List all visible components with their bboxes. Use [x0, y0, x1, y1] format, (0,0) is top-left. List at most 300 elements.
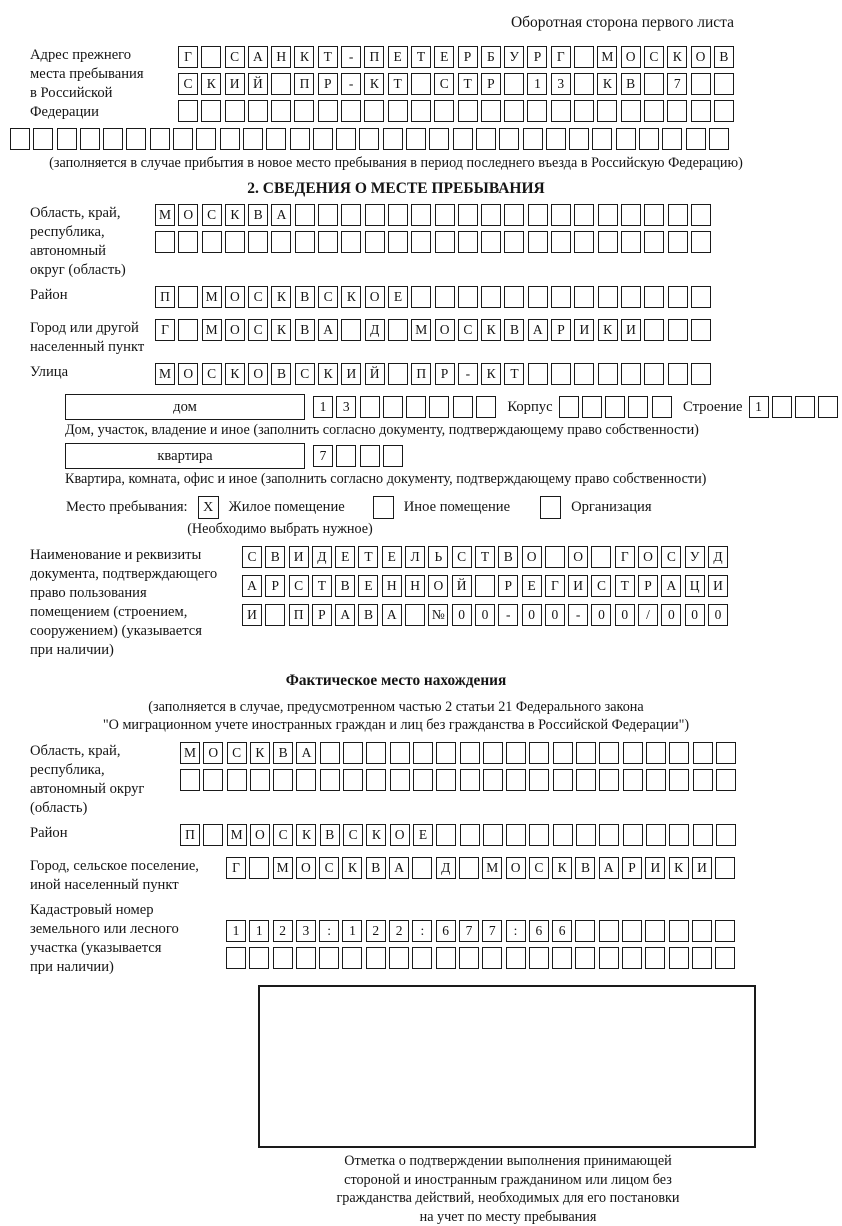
char-cell[interactable] [668, 204, 688, 226]
char-cell[interactable]: У [685, 546, 705, 568]
char-cell[interactable] [528, 231, 548, 253]
char-cell[interactable] [180, 769, 200, 791]
char-cell[interactable] [459, 947, 479, 969]
char-cell[interactable] [458, 286, 478, 308]
char-cell[interactable]: Р [435, 363, 455, 385]
char-cell[interactable] [248, 231, 268, 253]
char-cell[interactable]: 7 [482, 920, 502, 942]
char-cell[interactable] [669, 947, 689, 969]
char-cell[interactable] [481, 231, 501, 253]
char-cell[interactable]: Е [434, 46, 454, 68]
char-cell[interactable]: Б [481, 46, 501, 68]
char-cell[interactable]: И [225, 73, 245, 95]
char-cell[interactable]: К [669, 857, 689, 879]
char-cell[interactable] [460, 742, 480, 764]
char-cell[interactable] [686, 128, 706, 150]
char-cell[interactable] [692, 920, 712, 942]
char-cell[interactable] [411, 100, 431, 122]
char-cell[interactable] [623, 824, 643, 846]
char-cell[interactable]: К [271, 286, 291, 308]
char-cell[interactable] [559, 396, 579, 418]
char-cell[interactable] [226, 947, 246, 969]
char-cell[interactable] [196, 128, 216, 150]
char-cell[interactable]: 1 [342, 920, 362, 942]
char-cell[interactable] [412, 857, 432, 879]
char-cell[interactable]: М [597, 46, 617, 68]
char-cell[interactable]: А [335, 604, 355, 626]
char-cell[interactable]: С [434, 73, 454, 95]
char-cell[interactable] [411, 204, 431, 226]
char-cell[interactable]: Е [388, 46, 408, 68]
char-cell[interactable] [436, 769, 456, 791]
char-cell[interactable] [646, 824, 666, 846]
char-cell[interactable]: 3 [336, 396, 356, 418]
char-cell[interactable] [575, 920, 595, 942]
char-cell[interactable]: М [227, 824, 247, 846]
char-cell[interactable]: С [318, 286, 338, 308]
char-cell[interactable] [529, 742, 549, 764]
char-cell[interactable] [668, 319, 688, 341]
char-cell[interactable] [435, 204, 455, 226]
char-cell[interactable] [178, 231, 198, 253]
char-cell[interactable]: Д [365, 319, 385, 341]
char-cell[interactable] [623, 742, 643, 764]
char-cell[interactable] [605, 396, 625, 418]
char-cell[interactable] [644, 363, 664, 385]
char-cell[interactable] [795, 396, 815, 418]
char-cell[interactable] [504, 286, 524, 308]
char-cell[interactable] [460, 769, 480, 791]
char-cell[interactable] [201, 46, 221, 68]
char-cell[interactable]: Е [388, 286, 408, 308]
char-cell[interactable]: 2 [273, 920, 293, 942]
char-cell[interactable] [529, 769, 549, 791]
char-cell[interactable] [576, 769, 596, 791]
char-cell[interactable]: Л [405, 546, 425, 568]
char-cell[interactable]: У [504, 46, 524, 68]
char-cell[interactable] [178, 100, 198, 122]
char-cell[interactable] [506, 947, 526, 969]
char-cell[interactable] [506, 824, 526, 846]
char-cell[interactable] [598, 204, 618, 226]
char-cell[interactable]: А [389, 857, 409, 879]
char-cell[interactable]: 2 [366, 920, 386, 942]
char-cell[interactable]: С [289, 575, 309, 597]
char-cell[interactable] [10, 128, 30, 150]
char-cell[interactable]: О [296, 857, 316, 879]
char-cell[interactable] [574, 286, 594, 308]
char-cell[interactable] [504, 231, 524, 253]
char-cell[interactable] [57, 128, 77, 150]
char-cell[interactable]: - [498, 604, 518, 626]
char-cell[interactable] [716, 742, 736, 764]
char-cell[interactable] [574, 363, 594, 385]
char-cell[interactable] [691, 204, 711, 226]
char-cell[interactable]: 0 [452, 604, 472, 626]
char-cell[interactable]: О [522, 546, 542, 568]
char-cell[interactable] [336, 445, 356, 467]
char-cell[interactable]: Г [155, 319, 175, 341]
char-cell[interactable]: И [645, 857, 665, 879]
char-cell[interactable] [668, 231, 688, 253]
char-cell[interactable] [383, 396, 403, 418]
char-cell[interactable] [406, 128, 426, 150]
char-cell[interactable]: С [202, 363, 222, 385]
char-cell[interactable] [716, 824, 736, 846]
char-cell[interactable] [598, 286, 618, 308]
char-cell[interactable] [576, 824, 596, 846]
char-cell[interactable] [33, 128, 53, 150]
char-cell[interactable]: К [250, 742, 270, 764]
char-cell[interactable] [389, 947, 409, 969]
char-cell[interactable] [271, 231, 291, 253]
char-cell[interactable] [569, 128, 589, 150]
char-cell[interactable]: Й [452, 575, 472, 597]
char-cell[interactable] [366, 742, 386, 764]
char-cell[interactable]: В [575, 857, 595, 879]
char-cell[interactable]: В [335, 575, 355, 597]
char-cell[interactable] [667, 100, 687, 122]
char-cell[interactable]: Й [365, 363, 385, 385]
char-cell[interactable]: К [341, 286, 361, 308]
char-cell[interactable]: : [319, 920, 339, 942]
char-cell[interactable]: 6 [529, 920, 549, 942]
char-cell[interactable] [691, 363, 711, 385]
char-cell[interactable] [523, 128, 543, 150]
char-cell[interactable] [551, 231, 571, 253]
char-cell[interactable]: Р [481, 73, 501, 95]
char-cell[interactable]: К [481, 363, 501, 385]
char-cell[interactable]: А [318, 319, 338, 341]
char-cell[interactable]: 0 [522, 604, 542, 626]
char-cell[interactable] [341, 319, 361, 341]
char-cell[interactable]: К [667, 46, 687, 68]
char-cell[interactable] [669, 769, 689, 791]
char-cell[interactable] [220, 128, 240, 150]
char-cell[interactable] [716, 769, 736, 791]
char-cell[interactable] [668, 286, 688, 308]
char-cell[interactable] [178, 286, 198, 308]
char-cell[interactable]: 3 [296, 920, 316, 942]
char-cell[interactable]: Й [248, 73, 268, 95]
char-cell[interactable]: С [452, 546, 472, 568]
char-cell[interactable] [388, 319, 408, 341]
char-cell[interactable] [476, 128, 496, 150]
char-cell[interactable] [383, 445, 403, 467]
char-cell[interactable] [388, 100, 408, 122]
char-cell[interactable] [343, 769, 363, 791]
char-cell[interactable] [669, 824, 689, 846]
char-cell[interactable]: О [178, 363, 198, 385]
char-cell[interactable]: Е [335, 546, 355, 568]
char-cell[interactable] [434, 100, 454, 122]
char-cell[interactable]: 0 [685, 604, 705, 626]
char-cell[interactable] [693, 824, 713, 846]
char-cell[interactable]: К [342, 857, 362, 879]
char-cell[interactable]: В [295, 319, 315, 341]
char-cell[interactable] [504, 100, 524, 122]
char-cell[interactable] [691, 286, 711, 308]
char-cell[interactable]: С [248, 319, 268, 341]
char-cell[interactable] [365, 204, 385, 226]
char-cell[interactable]: П [364, 46, 384, 68]
char-cell[interactable] [528, 286, 548, 308]
char-cell[interactable]: Р [498, 575, 518, 597]
char-cell[interactable]: Т [318, 46, 338, 68]
char-cell[interactable] [592, 128, 612, 150]
char-cell[interactable] [178, 319, 198, 341]
char-cell[interactable]: А [661, 575, 681, 597]
char-cell[interactable] [693, 742, 713, 764]
char-cell[interactable]: Р [318, 73, 338, 95]
char-cell[interactable] [506, 742, 526, 764]
char-cell[interactable]: - [568, 604, 588, 626]
char-cell[interactable] [413, 742, 433, 764]
char-cell[interactable]: В [248, 204, 268, 226]
char-cell[interactable]: П [180, 824, 200, 846]
char-cell[interactable] [343, 742, 363, 764]
char-cell[interactable] [249, 857, 269, 879]
char-cell[interactable]: К [271, 319, 291, 341]
char-cell[interactable]: Ь [428, 546, 448, 568]
char-cell[interactable] [644, 204, 664, 226]
char-cell[interactable]: К [598, 319, 618, 341]
char-cell[interactable] [388, 363, 408, 385]
char-cell[interactable]: Е [358, 575, 378, 597]
char-cell[interactable] [359, 128, 379, 150]
char-cell[interactable]: 7 [313, 445, 333, 467]
char-cell[interactable] [173, 128, 193, 150]
char-cell[interactable] [203, 769, 223, 791]
char-cell[interactable] [622, 947, 642, 969]
char-cell[interactable]: Р [527, 46, 547, 68]
char-cell[interactable] [818, 396, 838, 418]
char-cell[interactable]: Т [475, 546, 495, 568]
char-cell[interactable]: Н [271, 46, 291, 68]
char-cell[interactable] [201, 100, 221, 122]
char-cell[interactable]: 1 [527, 73, 547, 95]
char-cell[interactable] [553, 769, 573, 791]
char-cell[interactable] [714, 100, 734, 122]
char-cell[interactable]: С [295, 363, 315, 385]
char-cell[interactable] [296, 947, 316, 969]
char-cell[interactable]: С [248, 286, 268, 308]
other-premises-checkbox[interactable] [373, 496, 394, 519]
char-cell[interactable] [644, 100, 664, 122]
char-cell[interactable] [295, 231, 315, 253]
char-cell[interactable]: 1 [249, 920, 269, 942]
char-cell[interactable] [458, 100, 478, 122]
char-cell[interactable] [574, 46, 594, 68]
char-cell[interactable]: П [289, 604, 309, 626]
char-cell[interactable]: - [341, 46, 361, 68]
char-cell[interactable] [506, 769, 526, 791]
char-cell[interactable]: № [428, 604, 448, 626]
char-cell[interactable]: С [644, 46, 664, 68]
char-cell[interactable] [460, 824, 480, 846]
char-cell[interactable] [662, 128, 682, 150]
char-cell[interactable]: О [178, 204, 198, 226]
char-cell[interactable]: Т [504, 363, 524, 385]
char-cell[interactable]: А [382, 604, 402, 626]
char-cell[interactable] [341, 204, 361, 226]
char-cell[interactable]: О [250, 824, 270, 846]
char-cell[interactable]: М [155, 204, 175, 226]
char-cell[interactable] [481, 204, 501, 226]
char-cell[interactable] [669, 920, 689, 942]
char-cell[interactable]: А [528, 319, 548, 341]
char-cell[interactable]: К [481, 319, 501, 341]
char-cell[interactable] [528, 363, 548, 385]
char-cell[interactable] [582, 396, 602, 418]
char-cell[interactable]: О [225, 319, 245, 341]
char-cell[interactable]: О [621, 46, 641, 68]
char-cell[interactable] [336, 128, 356, 150]
char-cell[interactable] [342, 947, 362, 969]
char-cell[interactable] [225, 100, 245, 122]
char-cell[interactable]: К [366, 824, 386, 846]
char-cell[interactable] [453, 396, 473, 418]
char-cell[interactable]: В [320, 824, 340, 846]
char-cell[interactable] [598, 363, 618, 385]
char-cell[interactable] [266, 128, 286, 150]
char-cell[interactable] [318, 231, 338, 253]
char-cell[interactable] [313, 128, 333, 150]
char-cell[interactable] [529, 947, 549, 969]
char-cell[interactable]: К [225, 204, 245, 226]
char-cell[interactable] [411, 286, 431, 308]
char-cell[interactable]: М [482, 857, 502, 879]
char-cell[interactable]: В [504, 319, 524, 341]
char-cell[interactable]: Г [551, 46, 571, 68]
char-cell[interactable] [669, 742, 689, 764]
char-cell[interactable] [365, 231, 385, 253]
char-cell[interactable] [390, 742, 410, 764]
char-cell[interactable] [202, 231, 222, 253]
char-cell[interactable] [203, 824, 223, 846]
char-cell[interactable] [645, 920, 665, 942]
char-cell[interactable]: В [295, 286, 315, 308]
char-cell[interactable] [225, 231, 245, 253]
char-cell[interactable]: С [178, 73, 198, 95]
char-cell[interactable] [574, 204, 594, 226]
char-cell[interactable]: Е [522, 575, 542, 597]
char-cell[interactable] [435, 231, 455, 253]
char-cell[interactable] [574, 231, 594, 253]
char-cell[interactable]: 0 [475, 604, 495, 626]
char-cell[interactable]: О [506, 857, 526, 879]
char-cell[interactable]: С [319, 857, 339, 879]
char-cell[interactable] [364, 100, 384, 122]
char-cell[interactable]: В [273, 742, 293, 764]
char-cell[interactable]: К [296, 824, 316, 846]
char-cell[interactable] [405, 604, 425, 626]
char-cell[interactable] [644, 231, 664, 253]
char-cell[interactable] [691, 73, 711, 95]
char-cell[interactable]: Г [178, 46, 198, 68]
char-cell[interactable]: П [155, 286, 175, 308]
char-cell[interactable]: М [273, 857, 293, 879]
char-cell[interactable]: О [225, 286, 245, 308]
char-cell[interactable] [622, 920, 642, 942]
char-cell[interactable]: Т [411, 46, 431, 68]
char-cell[interactable]: К [364, 73, 384, 95]
organization-checkbox[interactable] [540, 496, 561, 519]
char-cell[interactable] [249, 947, 269, 969]
char-cell[interactable]: В [271, 363, 291, 385]
char-cell[interactable]: 0 [661, 604, 681, 626]
char-cell[interactable] [294, 100, 314, 122]
char-cell[interactable]: Ц [685, 575, 705, 597]
char-cell[interactable] [360, 445, 380, 467]
char-cell[interactable] [552, 947, 572, 969]
char-cell[interactable] [623, 769, 643, 791]
char-cell[interactable]: С [458, 319, 478, 341]
char-cell[interactable]: В [265, 546, 285, 568]
char-cell[interactable] [691, 319, 711, 341]
char-cell[interactable] [551, 100, 571, 122]
char-cell[interactable] [504, 204, 524, 226]
char-cell[interactable] [645, 947, 665, 969]
char-cell[interactable]: С [343, 824, 363, 846]
char-cell[interactable]: Т [312, 575, 332, 597]
char-cell[interactable] [319, 947, 339, 969]
char-cell[interactable] [388, 204, 408, 226]
char-cell[interactable]: С [591, 575, 611, 597]
char-cell[interactable]: : [412, 920, 432, 942]
char-cell[interactable]: - [458, 363, 478, 385]
char-cell[interactable] [483, 742, 503, 764]
char-cell[interactable] [360, 396, 380, 418]
char-cell[interactable] [616, 128, 636, 150]
char-cell[interactable]: : [506, 920, 526, 942]
char-cell[interactable] [483, 824, 503, 846]
char-cell[interactable]: А [271, 204, 291, 226]
char-cell[interactable] [436, 742, 456, 764]
char-cell[interactable] [482, 947, 502, 969]
char-cell[interactable] [553, 824, 573, 846]
char-cell[interactable]: 0 [615, 604, 635, 626]
char-cell[interactable] [644, 319, 664, 341]
char-cell[interactable] [715, 947, 735, 969]
char-cell[interactable] [599, 947, 619, 969]
char-cell[interactable]: И [341, 363, 361, 385]
char-cell[interactable] [715, 920, 735, 942]
char-cell[interactable]: Е [382, 546, 402, 568]
char-cell[interactable] [413, 769, 433, 791]
char-cell[interactable] [290, 128, 310, 150]
char-cell[interactable] [318, 204, 338, 226]
char-cell[interactable] [574, 100, 594, 122]
char-cell[interactable] [529, 824, 549, 846]
char-cell[interactable]: М [202, 286, 222, 308]
char-cell[interactable] [481, 286, 501, 308]
char-cell[interactable]: О [248, 363, 268, 385]
char-cell[interactable] [481, 100, 501, 122]
char-cell[interactable] [265, 604, 285, 626]
char-cell[interactable] [483, 769, 503, 791]
char-cell[interactable]: 7 [667, 73, 687, 95]
char-cell[interactable] [639, 128, 659, 150]
char-cell[interactable] [458, 204, 478, 226]
char-cell[interactable] [599, 920, 619, 942]
char-cell[interactable] [295, 204, 315, 226]
char-cell[interactable]: К [552, 857, 572, 879]
char-cell[interactable]: 0 [591, 604, 611, 626]
char-cell[interactable] [435, 286, 455, 308]
char-cell[interactable] [366, 947, 386, 969]
char-cell[interactable]: В [366, 857, 386, 879]
